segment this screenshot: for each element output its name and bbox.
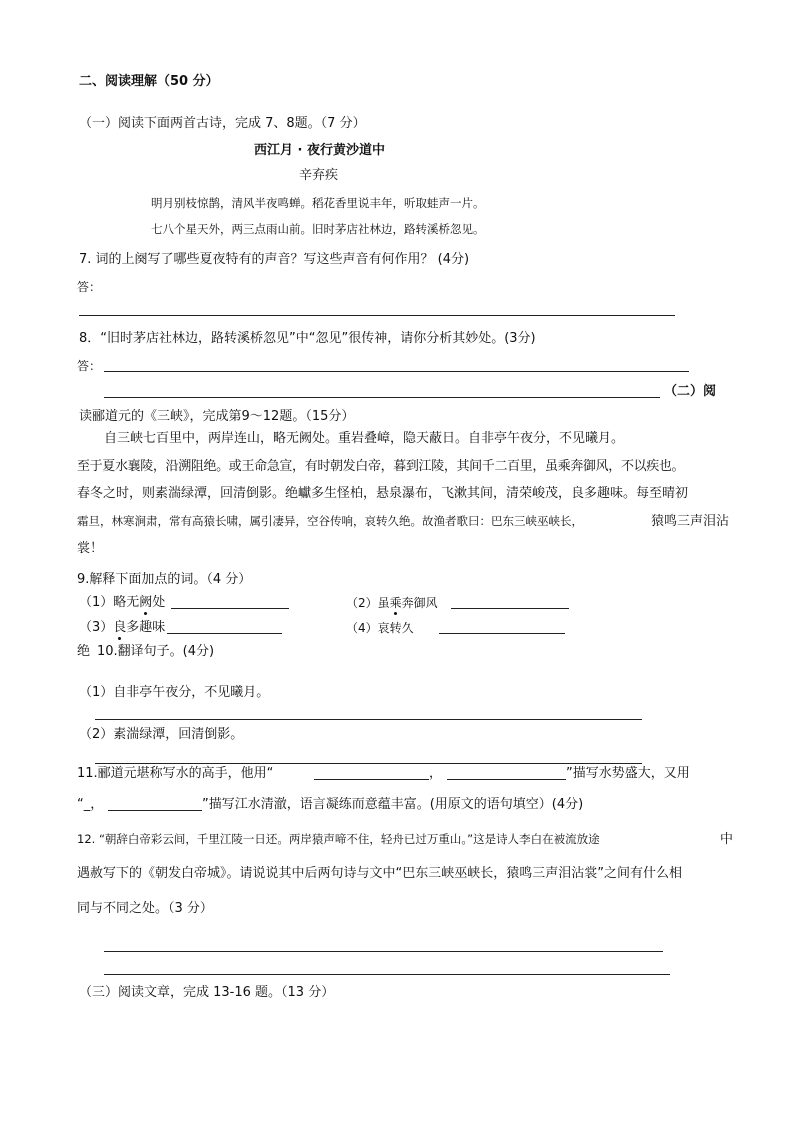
dotted-word: 阙 (139, 595, 153, 610)
dotted-word: 乘 (389, 596, 402, 610)
q10-answer-line-1[interactable] (95, 719, 642, 720)
question-7: 7. 词的上阕写了哪些夏夜特有的声音？写这些声音有何作用？ (4分) (79, 252, 470, 267)
q11-blank-1[interactable] (314, 779, 429, 780)
part2-intro-tail: （二）阅 (664, 384, 717, 399)
q11-part-d: ”描写江水清澈，语言凝练而意蕴丰富。(用原文的语句填空）(4分) (202, 797, 584, 812)
passage-line-5: 裳！ (77, 541, 104, 556)
q10-sentence-1: （1）自非亭午夜分，不见曦月。 (79, 685, 270, 700)
q9-item-2-blank[interactable] (451, 608, 569, 609)
poem-title: 西江月 · 夜行黄沙道中 (254, 143, 385, 158)
q8-answer-line-1[interactable] (104, 371, 689, 372)
q9-item-3 (79, 621, 165, 634)
passage-line-2: 至于夏水襄陵，沿溯阻绝。或王命急宣，有时朝发白帝，暮到江陵，其间千二百里，虽乘奔御风，不以疾也。 (77, 459, 685, 474)
section-title: 二、阅读理解（50 分） (79, 74, 219, 89)
q12-line-1-tail: 中 (720, 832, 734, 847)
q9-item-2 (346, 597, 438, 609)
q9-item-3-tail: 多趣味 (126, 620, 166, 635)
q10-sentence-2: （2）素湍绿潭，回清倒影。 (79, 727, 244, 742)
q9-item-4-num: （4）哀转久 (346, 621, 414, 635)
q11-part-c: “_， (77, 797, 104, 812)
q9-item-3-num: （3） (79, 620, 114, 635)
part2-intro: 读郦道元的《三峡》，完成第9～12题。（15分） (79, 409, 355, 424)
passage-line-4-tail: 猿鸣三声泪沾 (651, 514, 730, 529)
q9-item-1-num: （1）略无 (79, 595, 140, 610)
q9-item-3-blank[interactable] (167, 633, 282, 634)
q11-blank-3[interactable] (108, 810, 202, 811)
part1-intro: （一）阅读下面两首古诗，完成 7、8题。（7 分） (79, 116, 366, 131)
q9-item-4-blank[interactable] (439, 633, 565, 634)
poem-line-1: 明月别枝惊鹊，清风半夜鸣蝉。稻花香里说丰年，听取蛙声一片。 (151, 196, 485, 210)
q10-answer-line-2[interactable] (95, 763, 642, 764)
q11-part-b: ”描写水势盛大，又用 (566, 766, 690, 781)
q12-line-3: 同与不同之处。（3 分） (77, 901, 213, 916)
q9-item-2-tail: 奔御风 (401, 596, 438, 610)
question-9: 9.解释下面加点的词。（4 分） (77, 572, 252, 587)
poem-author: 辛弃疾 (299, 168, 339, 183)
q12-line-2: 遇赦写下的《朝发白帝城》。请说说其中后两句诗与文中“巴东三峡巫峡长，猿鸣三声泪沾裳”之间有什么相 (77, 866, 682, 881)
part3-intro: （三）阅读文章，完成 13-16 题。（13 分） (79, 985, 335, 1000)
passage-line-4: 霜旦，林寒涧肃，常有高猿长啸，属引凄异，空谷传响，哀转久绝。故渔者歌曰：巴东三峡巫峡长， (77, 514, 583, 528)
dotted-word: 良 (113, 620, 127, 635)
q12-line-1: 12. “朝辞白帝彩云间，千里江陵一日还。两岸猿声啼不住，轻舟已过万重山。”这是诗人李白在被流放途 (77, 832, 600, 846)
question-10: 10.翻译句子。(4分) (97, 644, 215, 659)
q12-answer-line-1[interactable] (104, 951, 663, 952)
q9-item-1 (79, 596, 165, 609)
q12-answer-line-2[interactable] (104, 974, 670, 975)
q11-comma: ， (429, 766, 443, 781)
q9-item-1-tail: 处 (152, 595, 166, 610)
q9-item-2-num: （2）虽 (346, 596, 390, 610)
q11-part-a: 11.郦道元堪称写水的高手，他用“ (77, 766, 274, 781)
question-8: 8．“旧时茅店社林边，路转溪桥忽见”中“忽见”很传神，请你分析其妙处。(3分) (79, 331, 536, 346)
q7-answer-label: 答： (77, 280, 102, 294)
q7-answer-line[interactable] (79, 315, 675, 316)
q8-answer-label: 答： (77, 359, 102, 373)
poem-line-2: 七八个星天外，两三点雨山前。旧时茅店社林边，路转溪桥忽见。 (151, 222, 485, 236)
passage-line-3: 春冬之时，则素湍绿潭，回清倒影。绝巘多生怪柏，悬泉瀑布，飞漱其间，清荣峻茂，良多趣味。每至晴初 (77, 486, 689, 501)
q9-item-4 (346, 622, 414, 634)
q11-blank-2[interactable] (447, 779, 566, 780)
q10-prefix: 绝 (77, 644, 91, 659)
q9-item-1-blank[interactable] (171, 608, 289, 609)
q8-answer-line-2[interactable] (104, 397, 660, 398)
passage-line-1: 自三峡七百里中，两岸连山，略无阙处。重岩叠嶂，隐天蔽日。自非亭午夜分，不见曦月。 (104, 431, 625, 446)
